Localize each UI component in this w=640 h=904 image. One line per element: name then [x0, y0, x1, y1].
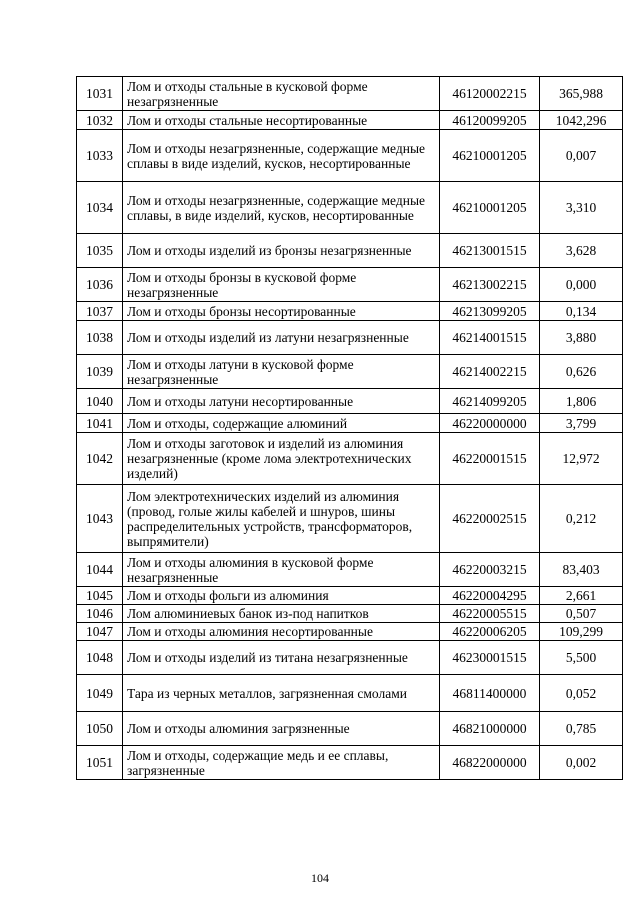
- fkko-code-cell: 46213099205: [440, 302, 540, 321]
- waste-table-body: [77, 77, 623, 780]
- fkko-code-cell: 46213001515: [440, 234, 540, 268]
- fkko-code-cell: 46220005515: [440, 605, 540, 623]
- table-row: [77, 433, 623, 485]
- waste-name-cell: Лом и отходы алюминия несортированные: [123, 623, 440, 641]
- table-row: [77, 130, 623, 182]
- amount-cell: 0,507: [540, 605, 623, 623]
- table-row: [77, 182, 623, 234]
- table-row: [77, 355, 623, 389]
- page-number: 104: [311, 871, 329, 885]
- row-number-cell: 1034: [77, 182, 123, 234]
- waste-name-cell: Лом и отходы латуни в кусковой форме незагрязненные: [123, 355, 440, 389]
- row-number-cell: 1051: [77, 746, 123, 780]
- row-number-cell: 1049: [77, 675, 123, 712]
- table-row: [77, 553, 623, 587]
- waste-name-cell: Лом и отходы изделий из латуни незагрязненные: [123, 321, 440, 355]
- fkko-code-cell: 46214099205: [440, 389, 540, 414]
- fkko-code-cell: 46120002215: [440, 77, 540, 111]
- row-number-cell: 1046: [77, 605, 123, 623]
- row-number-cell: 1045: [77, 587, 123, 605]
- row-number-cell: 1031: [77, 77, 123, 111]
- amount-cell: 83,403: [540, 553, 623, 587]
- waste-name-cell: Тара из черных металлов, загрязненная смолами: [123, 675, 440, 712]
- fkko-code-cell: 46210001205: [440, 130, 540, 182]
- table-row: [77, 641, 623, 675]
- row-number-cell: 1038: [77, 321, 123, 355]
- amount-cell: 0,785: [540, 712, 623, 746]
- row-number-cell: 1042: [77, 433, 123, 485]
- amount-cell: 0,007: [540, 130, 623, 182]
- table-row: [77, 712, 623, 746]
- waste-name-cell: Лом и отходы бронзы в кусковой форме незагрязненные: [123, 268, 440, 302]
- amount-cell: 0,626: [540, 355, 623, 389]
- fkko-code-cell: 46822000000: [440, 746, 540, 780]
- row-number-cell: 1048: [77, 641, 123, 675]
- fkko-code-cell: 46214002215: [440, 355, 540, 389]
- table-row: [77, 268, 623, 302]
- table-row: [77, 623, 623, 641]
- waste-name-cell: Лом и отходы алюминия загрязненные: [123, 712, 440, 746]
- fkko-code-cell: 46214001515: [440, 321, 540, 355]
- fkko-code-cell: 46220004295: [440, 587, 540, 605]
- fkko-code-cell: 46230001515: [440, 641, 540, 675]
- fkko-code-cell: 46120099205: [440, 111, 540, 130]
- fkko-code-cell: 46220002515: [440, 485, 540, 553]
- table-row: [77, 321, 623, 355]
- table-row: [77, 746, 623, 780]
- waste-name-cell: Лом и отходы незагрязненные, содержащие медные сплавы, в виде изделий, кусков, несортированные: [123, 182, 440, 234]
- waste-name-cell: Лом и отходы заготовок и изделий из алюминия незагрязненные (кроме лома электротехнических изделий): [123, 433, 440, 485]
- waste-name-cell: Лом и отходы, содержащие алюминий: [123, 414, 440, 433]
- waste-name-cell: Лом и отходы латуни несортированные: [123, 389, 440, 414]
- row-number-cell: 1040: [77, 389, 123, 414]
- amount-cell: 3,628: [540, 234, 623, 268]
- table-row: [77, 605, 623, 623]
- waste-name-cell: Лом алюминиевых банок из-под напитков: [123, 605, 440, 623]
- table-row: [77, 77, 623, 111]
- fkko-code-cell: 46220000000: [440, 414, 540, 433]
- waste-name-cell: Лом и отходы стальные несортированные: [123, 111, 440, 130]
- amount-cell: 365,988: [540, 77, 623, 111]
- waste-table: [76, 76, 623, 780]
- table-row: [77, 234, 623, 268]
- amount-cell: 2,661: [540, 587, 623, 605]
- fkko-code-cell: 46220006205: [440, 623, 540, 641]
- waste-name-cell: Лом и отходы бронзы несортированные: [123, 302, 440, 321]
- amount-cell: 0,000: [540, 268, 623, 302]
- amount-cell: 0,052: [540, 675, 623, 712]
- amount-cell: 3,799: [540, 414, 623, 433]
- fkko-code-cell: 46821000000: [440, 712, 540, 746]
- fkko-code-cell: 46213002215: [440, 268, 540, 302]
- waste-name-cell: Лом и отходы изделий из бронзы незагрязненные: [123, 234, 440, 268]
- amount-cell: 5,500: [540, 641, 623, 675]
- row-number-cell: 1036: [77, 268, 123, 302]
- row-number-cell: 1039: [77, 355, 123, 389]
- table-row: [77, 675, 623, 712]
- waste-name-cell: Лом и отходы стальные в кусковой форме незагрязненные: [123, 77, 440, 111]
- row-number-cell: 1050: [77, 712, 123, 746]
- table-row: [77, 389, 623, 414]
- fkko-code-cell: 46811400000: [440, 675, 540, 712]
- table-row: [77, 485, 623, 553]
- amount-cell: 0,134: [540, 302, 623, 321]
- waste-name-cell: Лом электротехнических изделий из алюминия (провод, голые жилы кабелей и шнуров, шины распределительных устройств, трансформаторов, выпрямители): [123, 485, 440, 553]
- waste-name-cell: Лом и отходы, содержащие медь и ее сплавы, загрязненные: [123, 746, 440, 780]
- row-number-cell: 1041: [77, 414, 123, 433]
- row-number-cell: 1043: [77, 485, 123, 553]
- row-number-cell: 1047: [77, 623, 123, 641]
- row-number-cell: 1044: [77, 553, 123, 587]
- amount-cell: 109,299: [540, 623, 623, 641]
- row-number-cell: 1033: [77, 130, 123, 182]
- table-row: [77, 414, 623, 433]
- table-row: [77, 587, 623, 605]
- amount-cell: 0,002: [540, 746, 623, 780]
- amount-cell: 3,310: [540, 182, 623, 234]
- amount-cell: 3,880: [540, 321, 623, 355]
- waste-name-cell: Лом и отходы алюминия в кусковой форме незагрязненные: [123, 553, 440, 587]
- waste-name-cell: Лом и отходы незагрязненные, содержащие медные сплавы в виде изделий, кусков, несортированные: [123, 130, 440, 182]
- fkko-code-cell: 46220001515: [440, 433, 540, 485]
- row-number-cell: 1035: [77, 234, 123, 268]
- amount-cell: 0,212: [540, 485, 623, 553]
- fkko-code-cell: 46220003215: [440, 553, 540, 587]
- amount-cell: 1,806: [540, 389, 623, 414]
- fkko-code-cell: 46210001205: [440, 182, 540, 234]
- row-number-cell: 1037: [77, 302, 123, 321]
- waste-name-cell: Лом и отходы фольги из алюминия: [123, 587, 440, 605]
- row-number-cell: 1032: [77, 111, 123, 130]
- amount-cell: 1042,296: [540, 111, 623, 130]
- table-row: [77, 302, 623, 321]
- table-row: [77, 111, 623, 130]
- amount-cell: 12,972: [540, 433, 623, 485]
- waste-name-cell: Лом и отходы изделий из титана незагрязненные: [123, 641, 440, 675]
